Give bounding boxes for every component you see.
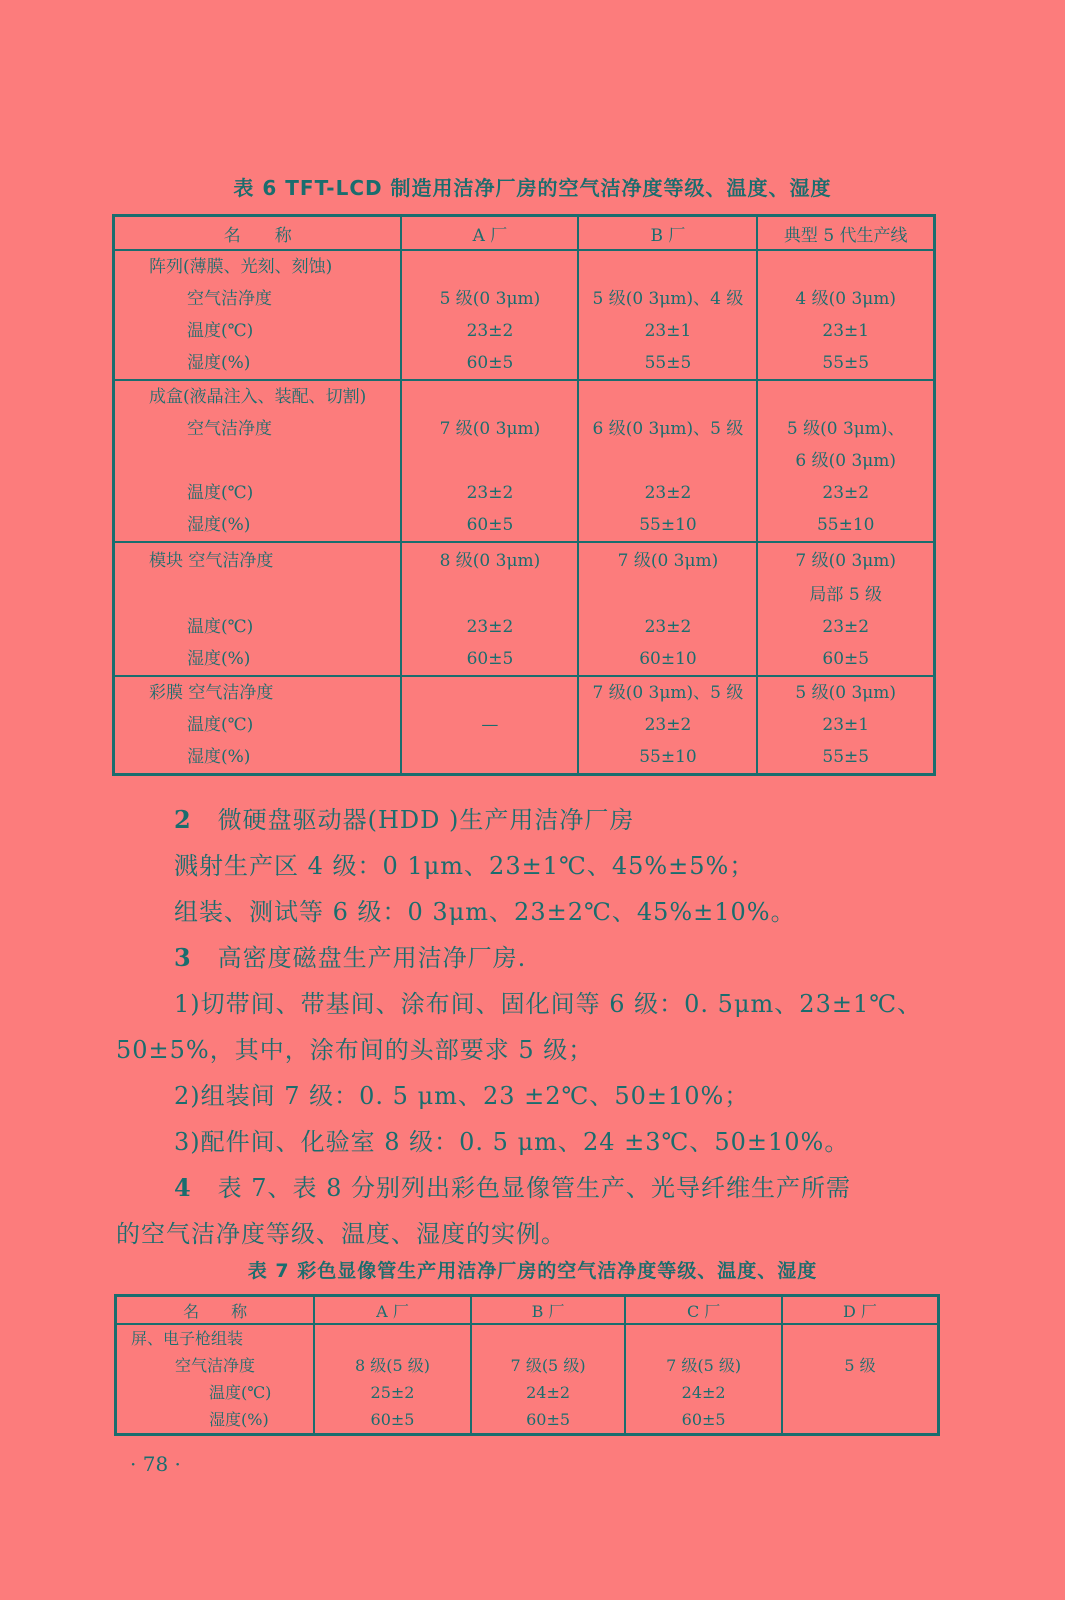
cell-value: 5 级(0 3μm) — [439, 289, 541, 309]
row-label: 空气洁净度 — [187, 289, 272, 309]
page-number: · 78 · — [130, 1452, 181, 1476]
cell-value: 23±2 — [466, 321, 514, 341]
header-c: 典型 5 代生产线 — [757, 216, 934, 251]
header-c: C 厂 — [625, 1296, 782, 1325]
table-row — [114, 380, 935, 542]
cell-value: 5 级(0 3μm)、4 级 — [592, 289, 744, 309]
group-label-cell — [114, 250, 402, 380]
group-a-cell — [401, 676, 578, 775]
row-label: 湿度(%) — [187, 649, 251, 669]
group-b-cell — [578, 676, 757, 775]
group-a-cell — [401, 542, 578, 676]
cell-value: 7 级(0 3μm) — [795, 551, 897, 571]
cell-value — [783, 1406, 937, 1433]
cell-value: 5 级(0 3μm)、 — [786, 419, 905, 439]
cell-value: 7 级(5 级) — [666, 1356, 742, 1375]
table-6-caption: 表 6 TFT-LCD 制造用洁净厂房的空气洁净度等级、温度、湿度 — [233, 176, 832, 200]
cell-value: — — [481, 715, 499, 735]
group-b-cell — [578, 380, 757, 542]
table-header-row — [116, 1296, 939, 1325]
cell-value: 25±2 — [370, 1383, 415, 1402]
group-title: 彩膜 空气洁净度 — [149, 683, 274, 703]
cell-value: 23±2 — [822, 617, 870, 637]
cell-value: 23±1 — [822, 715, 870, 735]
group-label-cell — [116, 1324, 315, 1435]
cell-value: 55±5 — [822, 747, 870, 767]
cell-value: 55±10 — [639, 747, 697, 767]
paragraph-text: 表 7、表 8 分别列出彩色显像管生产、光导纤维生产所需 — [217, 1174, 852, 1202]
cell-value: 7 级(0 3μm)、5 级 — [592, 683, 744, 703]
paragraph: 组装、测试等 6 级：0 3μm、23±2℃、45%±10%。 — [174, 898, 796, 926]
paragraph: 3)配件间、化验室 8 级：0. 5 μm、24 ±3℃、50±10%。 — [174, 1128, 850, 1156]
row-label: 温度(℃) — [187, 617, 254, 637]
cell-value: 5 级 — [844, 1356, 876, 1375]
paragraph: 50±5%，其中，涂布间的头部要求 5 级； — [116, 1036, 594, 1064]
row-label: 空气洁净度 — [175, 1356, 256, 1375]
cell-value: 23±2 — [466, 617, 514, 637]
cell-value: 60±5 — [466, 649, 514, 669]
row-label: 温度(℃) — [209, 1383, 272, 1402]
paragraph-text: 高密度磁盘生产用洁净厂房. — [217, 944, 527, 972]
table-row — [114, 542, 935, 676]
cell-value: 55±10 — [816, 515, 875, 535]
cell-value: 7 级(0 3μm) — [617, 551, 719, 571]
row-label: 湿度(%) — [209, 1410, 269, 1429]
cell-value: 7 级(0 3μm) — [439, 419, 541, 439]
cell-value: 60±5 — [370, 1410, 415, 1429]
cell-value: 55±5 — [822, 353, 870, 373]
cell-value: 23±1 — [822, 321, 870, 341]
group-label-cell — [114, 542, 402, 676]
cell-value: 局部 5 级 — [809, 585, 883, 605]
table-row — [114, 676, 935, 775]
cell-value: 60±5 — [681, 1410, 726, 1429]
cell-value: 55±10 — [639, 515, 697, 535]
table-row — [116, 1324, 939, 1435]
group-a-cell — [314, 1324, 471, 1435]
group-b-cell — [578, 542, 757, 676]
cell-value: 8 级(0 3μm) — [439, 551, 541, 571]
group-a-cell — [401, 250, 578, 380]
group-c-cell — [757, 380, 934, 542]
paragraph: 溅射生产区 4 级：0 1μm、23±1℃、45%±5%； — [174, 852, 755, 880]
group-a-cell — [401, 380, 578, 542]
group-c-cell — [757, 542, 934, 676]
group-c-cell — [757, 676, 934, 775]
group-title: 成盒(液晶注入、装配、切割) — [149, 387, 367, 407]
group-c-cell — [625, 1324, 782, 1435]
paragraph: 1)切带间、带基间、涂布间、固化间等 6 级：0. 5μm、23±1℃、 — [174, 990, 923, 1018]
table-7-caption: 表 7 彩色显像管生产用洁净厂房的空气洁净度等级、温度、湿度 — [247, 1260, 818, 1282]
cell-value: 23±2 — [466, 483, 514, 503]
cell-value: 60±10 — [639, 649, 697, 669]
cell-value: 60±5 — [466, 353, 514, 373]
group-title: 阵列(薄膜、光刻、刻蚀) — [149, 257, 333, 277]
row-label: 温度(℃) — [187, 321, 254, 341]
paragraph — [174, 800, 634, 835]
cell-value: 23±2 — [644, 617, 692, 637]
row-label: 湿度(%) — [187, 353, 251, 373]
row-label: 温度(℃) — [187, 483, 254, 503]
cell-value: 6 级(0 3μm) — [795, 451, 897, 471]
row-label: 空气洁净度 — [187, 419, 272, 439]
section-number: 4 — [174, 1173, 192, 1202]
table-6 — [112, 214, 936, 776]
cell-value: 7 级(5 级) — [510, 1356, 586, 1375]
cell-value: 23±1 — [644, 321, 692, 341]
paragraph — [174, 1168, 851, 1203]
cell-value: 23±2 — [644, 715, 692, 735]
paragraph: 的空气洁净度等级、温度、湿度的实例。 — [116, 1220, 566, 1248]
row-label: 温度(℃) — [187, 715, 254, 735]
table-row — [114, 250, 935, 380]
header-d: D 厂 — [782, 1296, 939, 1325]
cell-value: 23±2 — [822, 483, 870, 503]
cell-value: 24±2 — [681, 1383, 726, 1402]
cell-value: 8 级(5 级) — [354, 1356, 431, 1375]
paragraph-text: 微硬盘驱动器(HDD )生产用洁净厂房 — [217, 806, 635, 834]
header-a: A 厂 — [401, 216, 578, 251]
header-b: B 厂 — [471, 1296, 626, 1325]
row-label: 湿度(%) — [187, 747, 251, 767]
cell-value: 6 级(0 3μm)、5 级 — [592, 419, 744, 439]
section-number: 3 — [174, 943, 192, 972]
group-title: 模块 空气洁净度 — [149, 551, 274, 571]
group-title: 屏、电子枪组装 — [131, 1329, 244, 1348]
cell-value: 60±5 — [822, 649, 870, 669]
row-label: 湿度(%) — [187, 515, 251, 535]
cell-value — [783, 1379, 937, 1406]
header-name: 名 称 — [116, 1296, 315, 1325]
paragraph — [174, 938, 526, 973]
table-header-row — [114, 216, 935, 251]
group-b-cell — [578, 250, 757, 380]
cell-value: 24±2 — [526, 1383, 571, 1402]
group-label-cell — [114, 380, 402, 542]
group-label-cell — [114, 676, 402, 775]
paragraph: 2)组装间 7 级：0. 5 μm、23 ±2℃、50±10%； — [174, 1082, 750, 1110]
cell-value: 60±5 — [466, 515, 514, 535]
group-d-cell — [782, 1324, 939, 1435]
cell-value: 60±5 — [526, 1410, 571, 1429]
cell-value: 4 级(0 3μm) — [795, 289, 897, 309]
header-b: B 厂 — [578, 216, 757, 251]
cell-value: 55±5 — [644, 353, 692, 373]
header-name: 名 称 — [114, 216, 402, 251]
cell-value: 23±2 — [644, 483, 692, 503]
table-7 — [114, 1294, 940, 1436]
cell-value: 5 级(0 3μm) — [795, 683, 897, 703]
group-b-cell — [471, 1324, 626, 1435]
header-a: A 厂 — [314, 1296, 471, 1325]
section-number: 2 — [174, 805, 192, 834]
group-c-cell — [757, 250, 934, 380]
